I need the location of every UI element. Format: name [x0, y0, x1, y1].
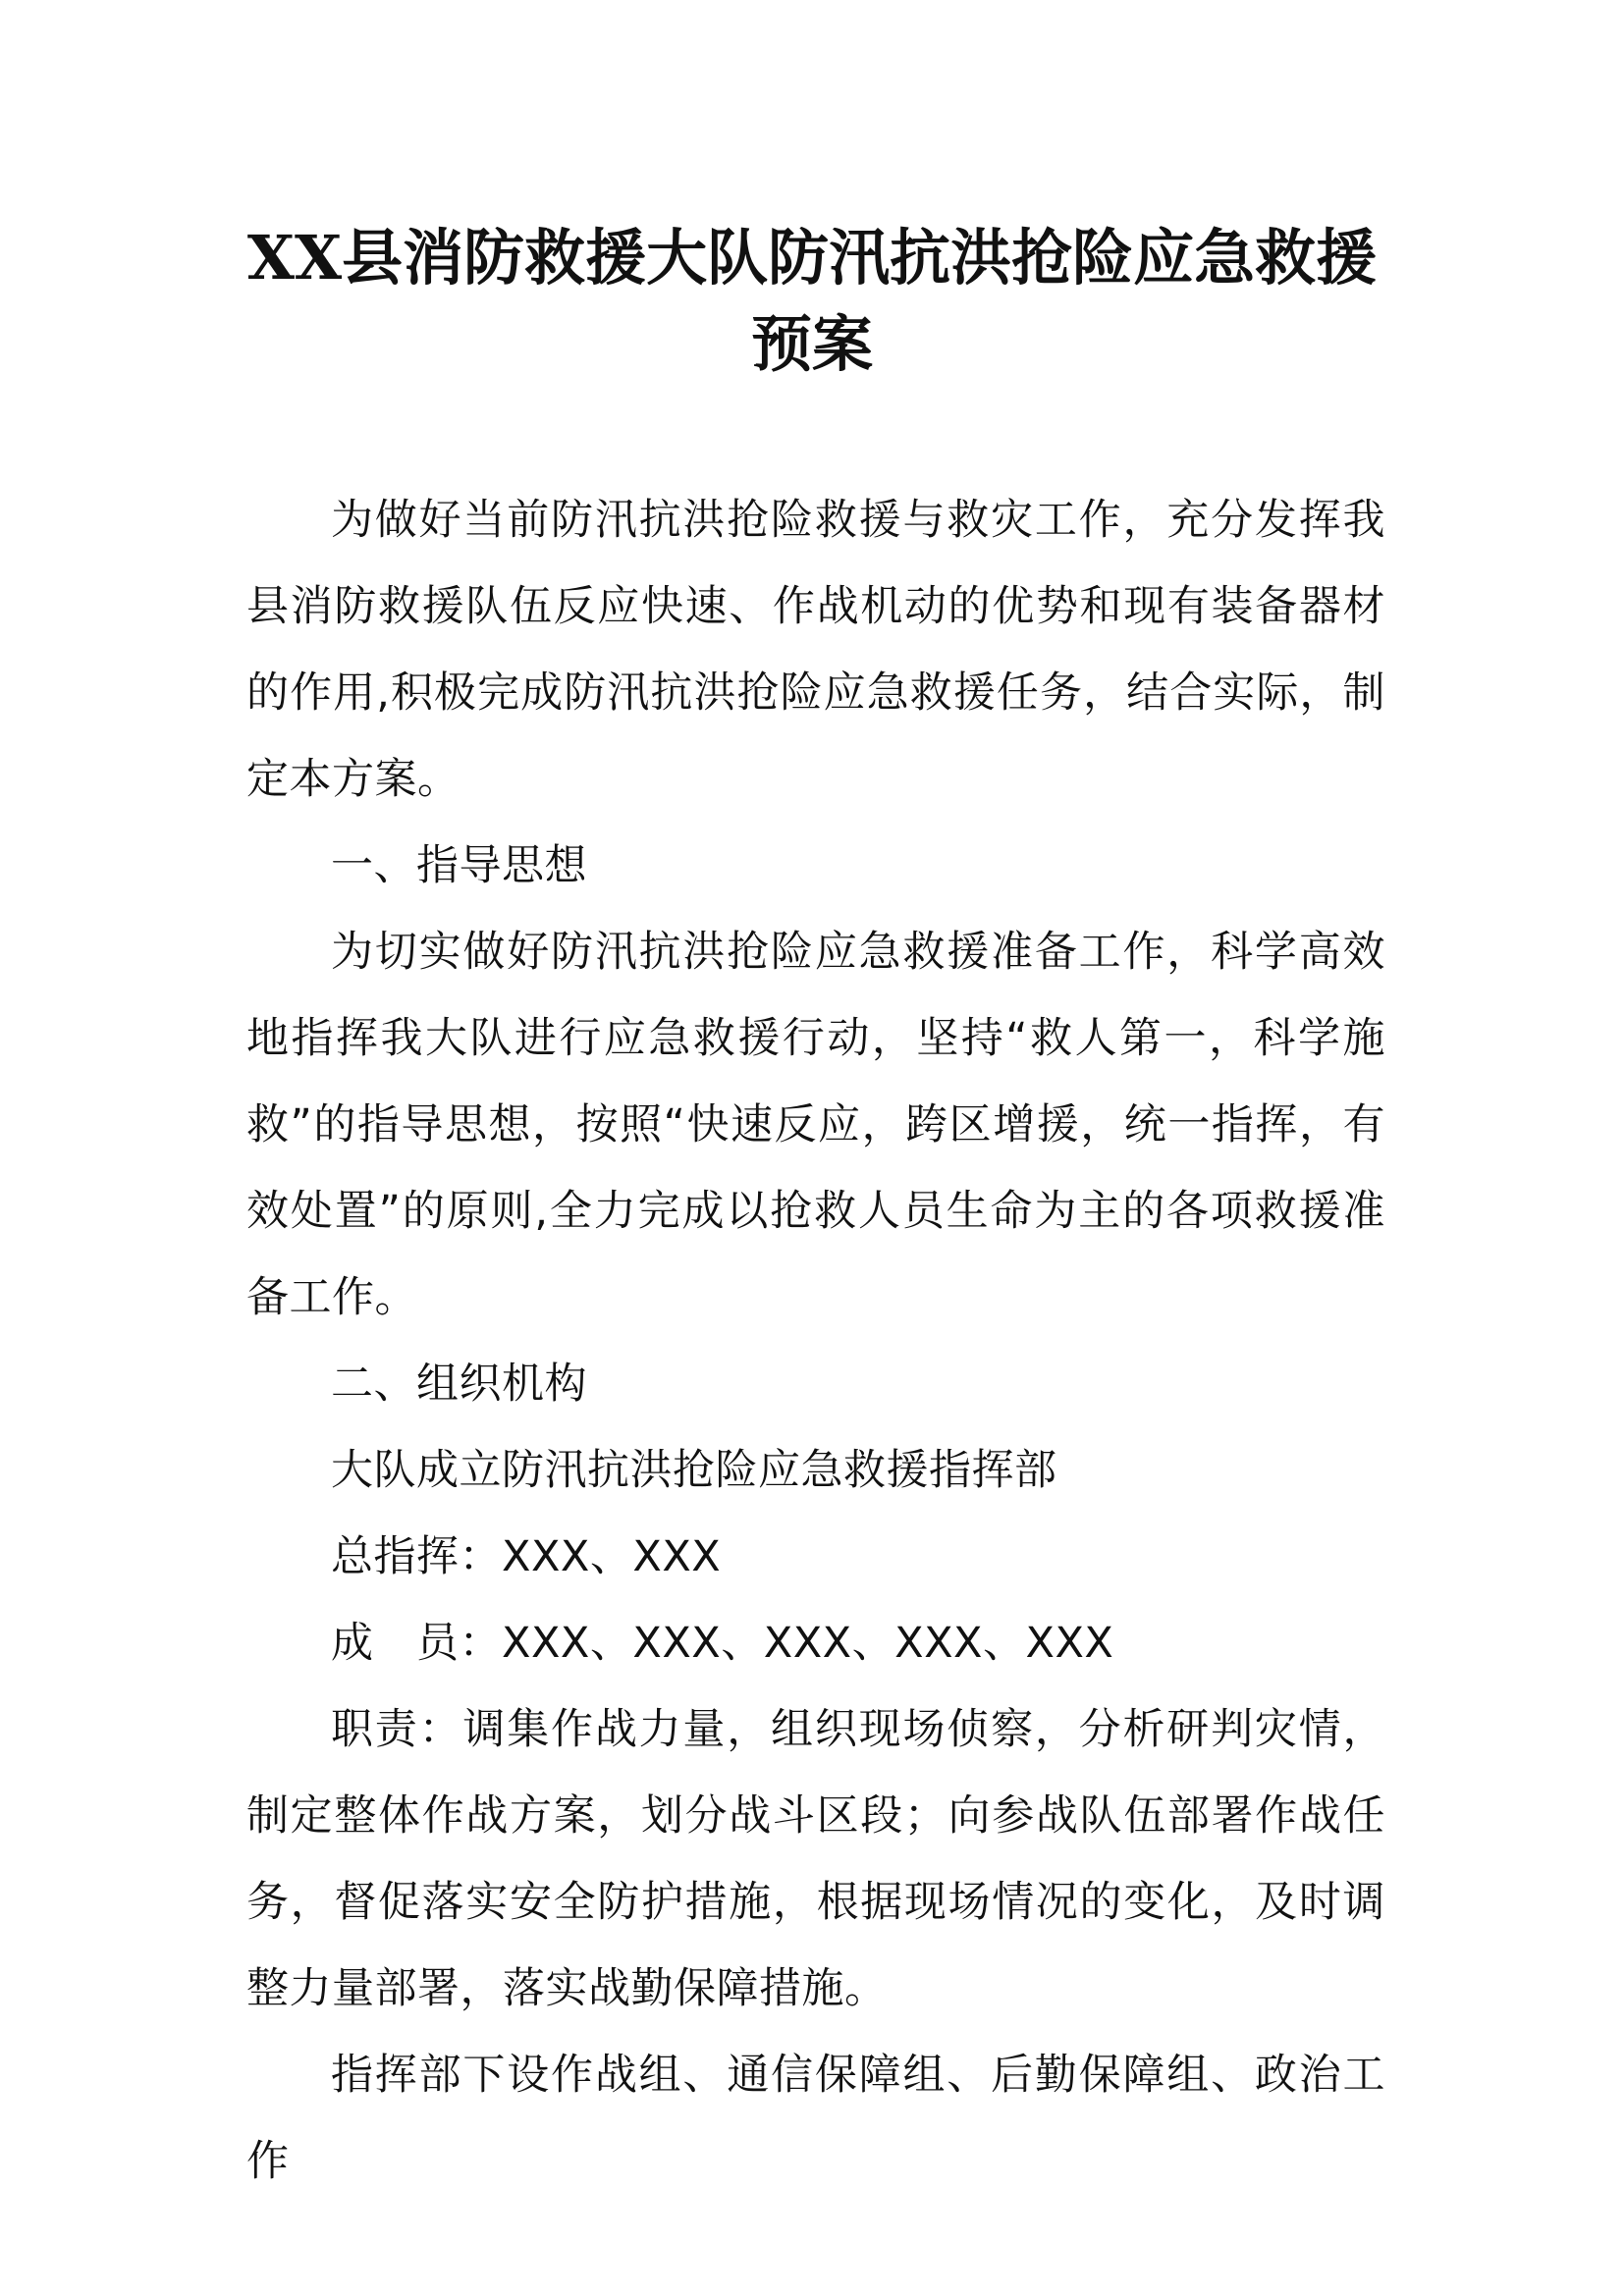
paragraph-commander: 总指挥：XXX、XXX	[331, 1532, 722, 1581]
paragraph-guiding-thought: 为切实做好防汛抗洪抢险应急救援准备工作，科学高效地指挥我大队进行应急救援行动，坚持“救人第一，科学施救”的指导思想，按照“快速反应，跨区增援，统一指挥，有效处置”的原则,全力完成以抢救人员生命为主的各项救援准备工作。	[246, 928, 1385, 1322]
section-heading-organization: 二、组织机构	[331, 1360, 587, 1409]
paragraph-subgroups: 指挥部下设作战组、通信保障组、后勤保障组、政治工作	[246, 2051, 1385, 2186]
paragraph-duties: 职责：调集作战力量，组织现场侦察，分析研判灾情，制定整体作战方案，划分战斗区段；向参战队伍部署作战任务，督促落实安全防护措施，根据现场情况的变化，及时调整力量部署，落实战勤保障措施。	[246, 1705, 1385, 2013]
paragraph-command-hq: 大队成立防汛抗洪抢险应急救援指挥部	[331, 1446, 1057, 1495]
paragraph-members: 成 员：XXX、XXX、XXX、XXX、XXX	[331, 1619, 1114, 1668]
document-title-line-2: 预案	[750, 308, 873, 380]
section-heading-guiding-thought: 一、指导思想	[331, 841, 587, 890]
document-body	[246, 477, 1385, 2205]
document-title-line-1: XX县消防救援大队防汛抗洪抢险应急救援	[246, 222, 1378, 294]
paragraph-intro: 为做好当前防汛抗洪抢险救援与救灾工作，充分发挥我县消防救援队伍反应快速、作战机动的优势和现有装备器材的作用,积极完成防汛抗洪抢险应急救援任务，结合实际，制定本方案。	[246, 496, 1385, 804]
